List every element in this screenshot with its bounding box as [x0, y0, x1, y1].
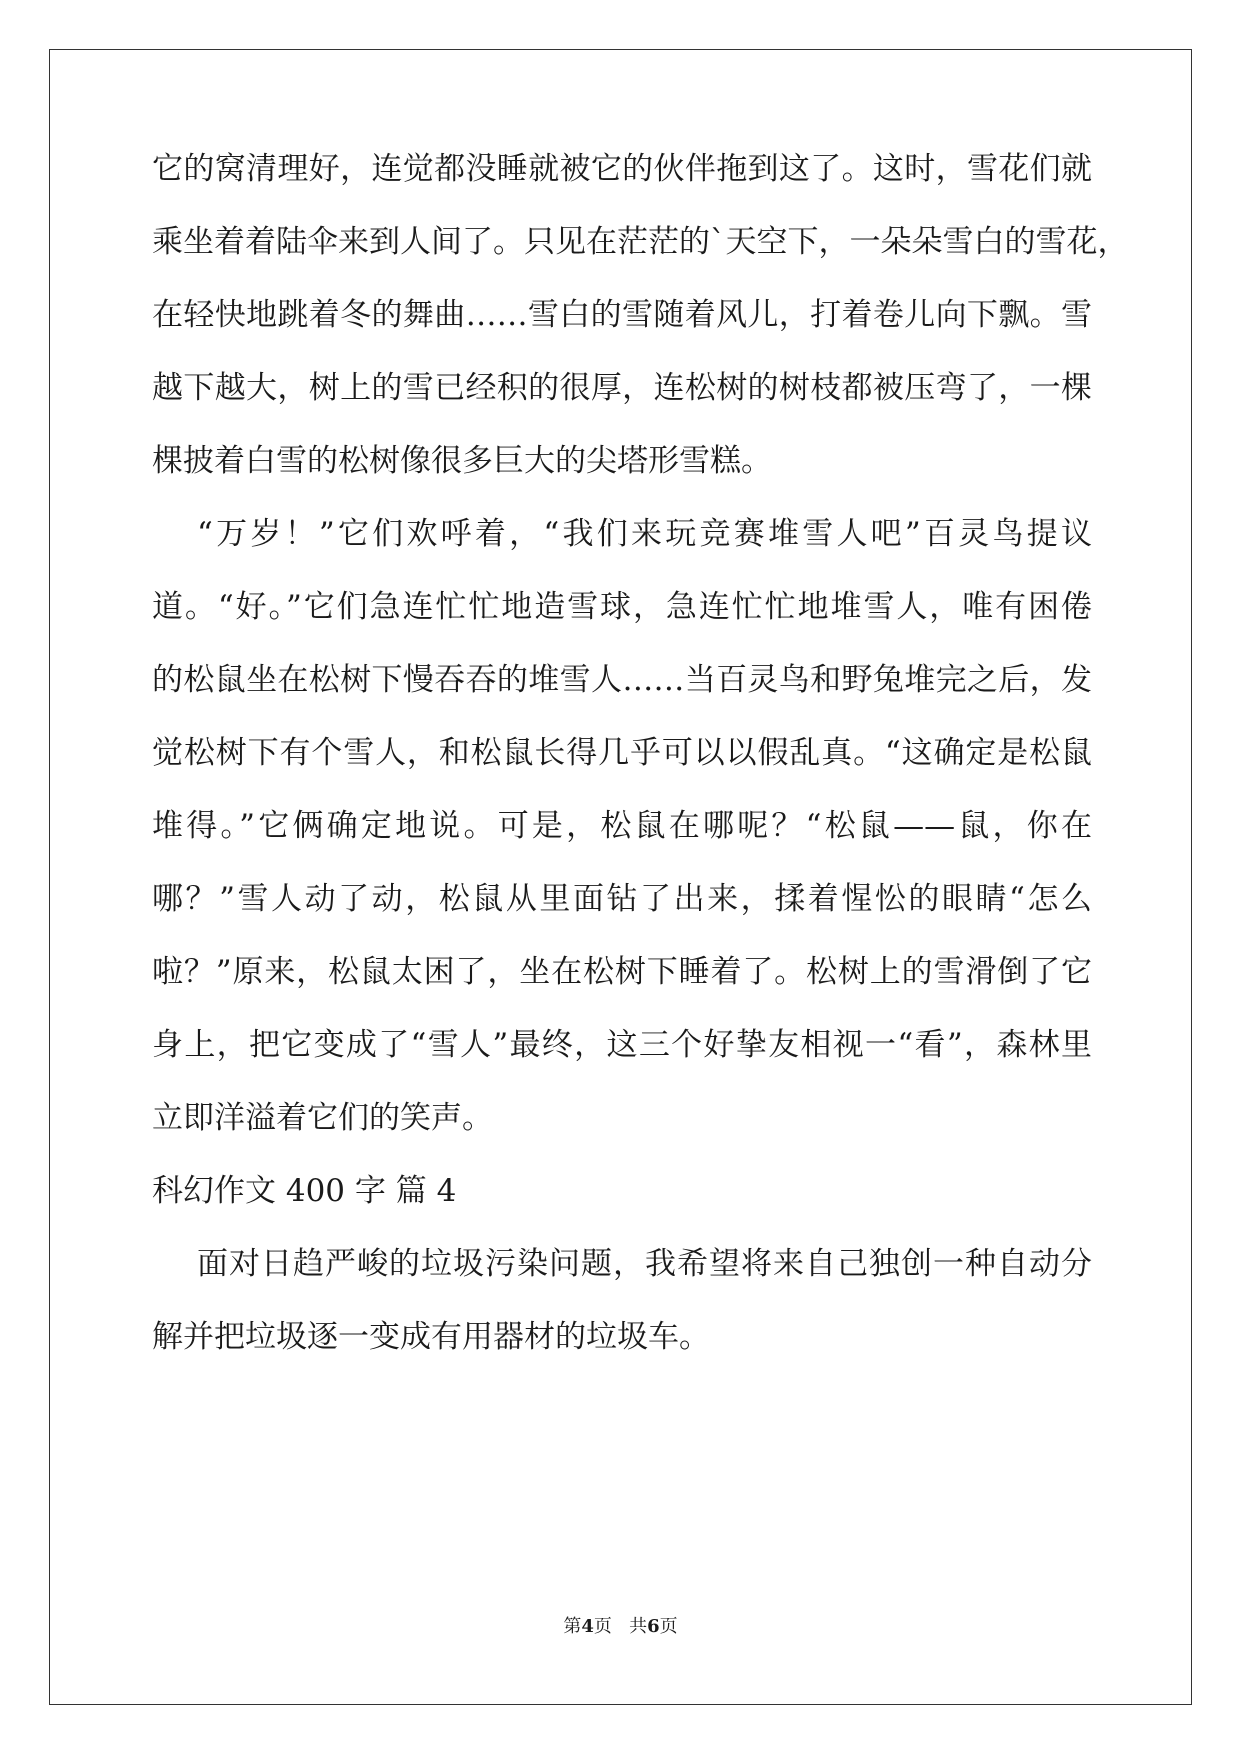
page-footer — [0, 1615, 1241, 1639]
footer-suffix: 页 — [659, 1616, 678, 1637]
footer-total-pages: 6 — [647, 1616, 660, 1637]
paragraph-line: 它的窝清理好，连觉都没睡就被它的伙伴拖到这了。这时，雪花们就 — [152, 151, 1092, 187]
paragraph-line: 越下越大，树上的雪已经积的很厚，连松树的树枝都被压弯了，一棵 — [152, 370, 1092, 406]
paragraph-line: 在轻快地跳着冬的舞曲……雪白的雪随着风儿，打着卷儿向下飘。雪 — [152, 297, 1092, 333]
paragraph-line: 面对日趋严峻的垃圾污染问题，我希望将来自己独创一种自动分 — [197, 1246, 1092, 1282]
paragraph-line: 道。“好。”它们急连忙忙地造雪球，急连忙忙地堆雪人，唯有困倦 — [152, 589, 1092, 625]
paragraph-line: “万岁！”它们欢呼着，“我们来玩竞赛堆雪人吧”百灵鸟提议 — [197, 516, 1092, 552]
paragraph-line: 的松鼠坐在松树下慢吞吞的堆雪人……当百灵鸟和野兔堆完之后，发 — [152, 662, 1092, 698]
paragraph-line: 啦？”原来，松鼠太困了，坐在松树下睡着了。松树上的雪滑倒了它 — [152, 954, 1092, 990]
paragraph-line: 觉松树下有个雪人，和松鼠长得几乎可以以假乱真。“这确定是松鼠 — [152, 735, 1092, 771]
paragraph-line: 身上，把它变成了“雪人”最终，这三个好挚友相视一“看”，森林里 — [152, 1027, 1092, 1063]
footer-mid: 页 共 — [593, 1616, 648, 1637]
paragraph-line: 棵披着白雪的松树像很多巨大的尖塔形雪糕。 — [152, 443, 772, 479]
paragraph-line: 解并把垃圾逐一变成有用器材的垃圾车。 — [152, 1319, 710, 1355]
paragraph-line: 立即洋溢着它们的笑声。 — [152, 1100, 493, 1136]
footer-prefix: 第 — [563, 1616, 582, 1637]
footer-page-number: 4 — [581, 1616, 594, 1637]
paragraph-line: 堆得。”它俩确定地说。可是，松鼠在哪呢？“松鼠——鼠，你在 — [152, 808, 1092, 844]
section-heading: 科幻作文 400 字 篇 4 — [152, 1173, 457, 1209]
paragraph-line: 乘坐着着陆伞来到人间了。只见在茫茫的`天空下，一朵朵雪白的雪花， — [152, 224, 1129, 260]
paragraph-line: 哪？”雪人动了动，松鼠从里面钻了出来，揉着惺忪的眼睛“怎么 — [152, 881, 1092, 917]
